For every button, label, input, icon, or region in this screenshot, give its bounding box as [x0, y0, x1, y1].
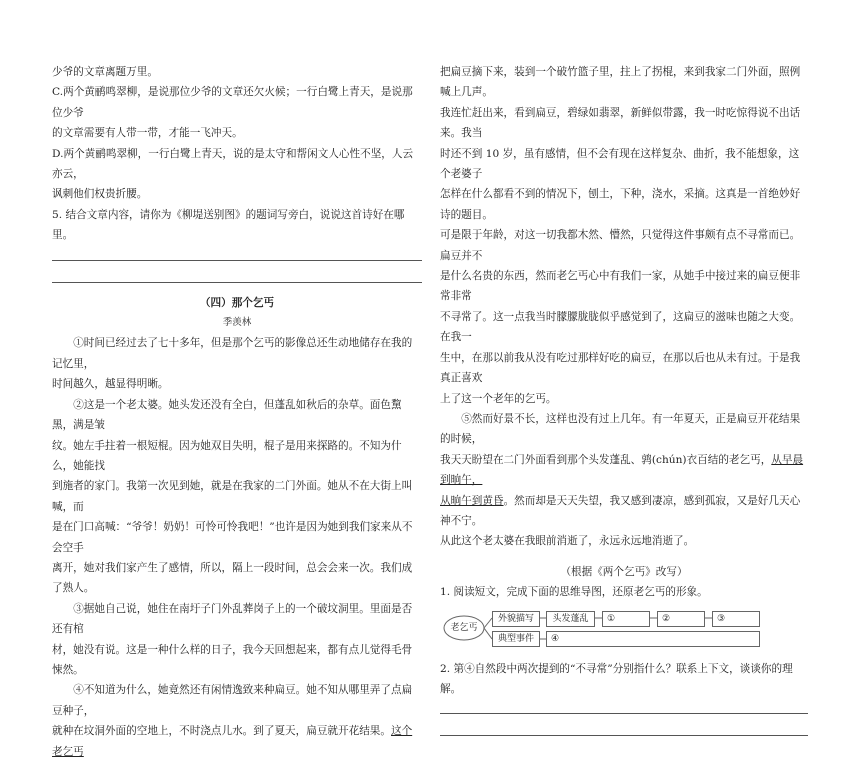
section-title: （四）那个乞丐 [199, 296, 275, 309]
paragraph-2-line1: ②这是一个老太婆。她头发还没有全白，但蓬乱如秋后的杂草。面色黧黑，满是皱 [52, 398, 402, 432]
paragraph-4-line1: ④不知道为什么，她竟然还有闲情逸致来种扁豆。她不知从哪里弄了点扁豆种子， [52, 684, 413, 717]
option-d-line1: D.两个黄鹂鸣翠柳，一行白鹭上青天，说的是太守和帮闲文人心性不坚，人云亦云， [52, 147, 414, 181]
mind-map-blank-1[interactable]: ① [602, 611, 650, 627]
right-column [440, 0, 808, 736]
mind-map-blank-2[interactable]: ② [657, 611, 705, 627]
paragraph-1-line1: ①时间已经过去了七十多年，但是那个乞丐的影像总还生动地储存在我的记忆里， [52, 337, 413, 370]
paragraph-5-line2 [440, 450, 808, 491]
mind-map-root-label: 老乞丐 [450, 622, 478, 633]
paragraph-5-line4: 从此这个老太婆在我眼前消逝了，永远永远地消逝了。 [440, 535, 695, 548]
mind-map-blank-3[interactable]: ③ [712, 611, 760, 627]
paragraph-5-line3-text: 。然而却是天天失望，我又感到凄凉，感到孤寂，又是好几天心神不宁。 [440, 494, 801, 527]
source-note: （根据《两个乞丐》改写） [560, 565, 688, 578]
story-line-9: 上了这一个老年的乞丐。 [440, 392, 557, 405]
paragraph-4-line2 [52, 721, 422, 762]
paragraph-2-line5: 离开，她对我们家产生了感情，所以，隔上一段时间，总会会来一次。我们成了熟人。 [52, 561, 413, 595]
option-b-continuation: 少爷的文章离题万里。 [52, 66, 158, 78]
mind-map-hair: 头发蓬乱 [546, 611, 595, 627]
answer-line-4[interactable] [440, 735, 808, 736]
underlined-phrase: 这个老乞丐 [52, 725, 413, 758]
mind-map-blank-4[interactable]: ④ [546, 631, 760, 647]
story-line-5: 可是限于年龄，对这一切我都木然、懵然，只觉得这件事颇有点不寻常而已。扁豆并不 [440, 229, 801, 262]
left-column [52, 0, 422, 762]
story-line-7: 不寻常了。这一点我当时朦朦胧胧似乎感觉到了，这扁豆的滋味也随之大变。在我一 [440, 310, 801, 344]
mind-map-appearance: 外貌描写 [492, 611, 540, 627]
question-2: 2. 第④自然段中两次提到的“不寻常”分别指什么？联系上下文，谈谈你的理解。 [440, 662, 793, 695]
mind-map [440, 607, 808, 649]
mind-map-event: 典型事件 [492, 631, 540, 647]
story-line-1: 把扁豆摘下来，装到一个破竹篮子里，拄上了拐棍，来到我家二门外面，照例喊上几声。 [440, 66, 801, 99]
story-line-4: 怎样在什么都看不到的情况下，刨土，下种，浇水，采摘。这真是一首绝妙好诗的题目。 [440, 188, 801, 221]
paragraph-2-line2: 纹。她左手拄着一根短棍。因为她双目失明，棍子是用来探路的。不知为什么，她能找 [52, 439, 402, 472]
connector-to-event [484, 628, 492, 639]
underlined-phrase-dusk: 从晌午到黄昏 [440, 494, 504, 507]
paragraph-5-line1: ⑤然而好景不长，这样也没有过上几年。有一年夏天，正是扁豆开花结果的时候， [440, 412, 801, 446]
author: 季羡林 [222, 317, 252, 329]
story-line-6: 是什么名贵的东西，然而老乞丐心中有我们一家，从她手中接过来的扁豆便非常非常 [440, 270, 801, 303]
question-1: 1. 阅读短文，完成下面的思维导图，还原老乞丐的形象。 [440, 586, 708, 599]
underlined-phrase-morning: 从早晨到晌午， [440, 453, 804, 487]
paragraph-4-line2-text: 就种在坟洞外面的空地上，不时浇点儿水。到了夏天，扁豆就开花结果。 [52, 725, 391, 738]
paragraph-2-line4: 是在门口高喊：“爷爷！奶奶！可怜可怜我吧！”也许是因为她到我们家来从不会空手 [52, 521, 413, 554]
paragraph-2-line3: 到施者的家门。我第一次见到她，就是在我家的二门外面。她从不在大街上叫喊，而 [52, 480, 413, 513]
option-d-line2: 讽刺他们权贵折腰。 [52, 188, 148, 201]
paragraph-3-line2: 材，她没有说。这是一种什么样的日子，我今天回想起来，都有点儿觉得毛骨悚然。 [52, 643, 413, 676]
option-c-line1: C.两个黄鹂鸣翠柳，是说那位少爷的文章还欠火候；一行白鹭上青天，是说那位少爷 [52, 86, 413, 119]
paragraph-5-line2-text: 我天天盼望在二门外面看到那个头发蓬乱、鹑(chún)衣百结的老乞丐， [440, 453, 772, 466]
connector-to-appearance [484, 618, 492, 628]
option-c-line2: 的文章需要有人带一带，才能一飞冲天。 [52, 127, 243, 140]
question-5: 5. 结合文章内容，请你为《柳堤送别图》的题词写旁白，说说这首诗好在哪里。 [52, 208, 405, 242]
paragraph-3-line1: ③据她自己说，她住在南圩子门外乱葬岗子上的一个破坟洞里。里面是否还有棺 [52, 602, 413, 636]
story-line-2: 我连忙赶出来，看到扁豆，碧绿如翡翠，新鲜似带露，我一时吃惊得说不出话来。我当 [440, 106, 801, 140]
story-line-3: 时还不到 10 岁，虽有感情，但不会有现在这样复杂、曲折，我不能想象，这个老婆子 [440, 147, 800, 181]
story-line-8: 生中，在那以前我从没有吃过那样好吃的扁豆，在那以后也从未有过。于是我真正喜欢 [440, 351, 801, 385]
paragraph-1-line2: 时间越久，越显得明晰。 [52, 378, 169, 391]
paragraph-5-line3 [440, 491, 808, 532]
